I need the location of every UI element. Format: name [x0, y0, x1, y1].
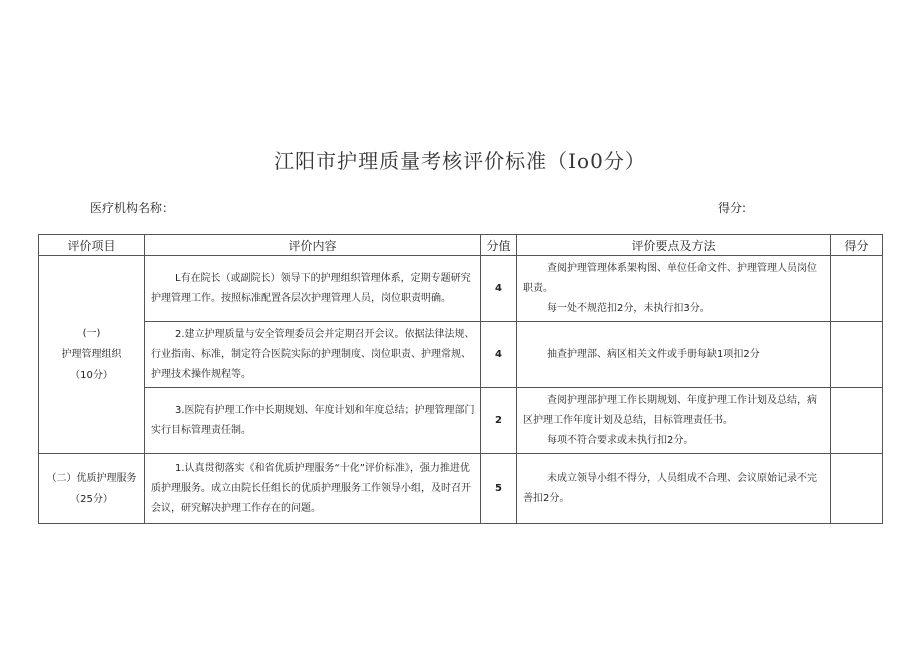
- category-name: 护理管理组织: [61, 349, 122, 360]
- score-value-cell: 4: [481, 322, 517, 388]
- category-cell: [39, 454, 145, 524]
- score-cell[interactable]: [831, 388, 883, 454]
- score-value-cell: 2: [481, 388, 517, 454]
- method-text: 查阅护理管理体系架构图、单位任命文件、护理管理人员岗位职责。: [523, 262, 817, 294]
- category-number: (一): [82, 328, 101, 339]
- score-value-cell: 5: [481, 454, 517, 524]
- content-text: 1.认真贯彻落实《和省优质护理服务“十化”评价标准》，强力推进优质护理服务。成立由院长任组长的优质护理服务工作领导小组，及时召开会议，研究解决护理工作存在的问题。: [151, 462, 471, 514]
- category-points: （10分）: [70, 370, 113, 381]
- page-title: 江阳市护理质量考核评价标准（Io0分）: [274, 149, 646, 173]
- header-score: 得分: [831, 235, 883, 256]
- table-header-row: [39, 235, 883, 256]
- method-cell: [517, 256, 831, 322]
- method-text: 每一处不规范扣2分，未执行扣3分。: [547, 302, 710, 314]
- content-text: L有在院长（或副院长）领导下的护理组织管理体系，定期专题研究护理管理工作。按照标准配置各层次护理管理人员，岗位职责明确。: [151, 272, 471, 304]
- table-row: [39, 454, 883, 524]
- score-cell[interactable]: [831, 454, 883, 524]
- score-cell[interactable]: [831, 322, 883, 388]
- header-item: 评价项目: [39, 235, 145, 256]
- content-cell: [145, 454, 481, 524]
- method-text: 未成立领导小组不得分，人员组成不合理、会议原始记录不完善扣2分。: [523, 472, 817, 504]
- header-score-value: 分值: [481, 235, 517, 256]
- method-text: 抽查护理部、病区相关文件或手册每缺1项扣2分: [547, 348, 760, 360]
- org-name-label: 医疗机构名称：: [90, 201, 175, 215]
- evaluation-table: [38, 234, 883, 524]
- content-text: 2.建立护理质量与安全管理委员会并定期召开会议。依据法律法规、行业指南、标准，制定符合医院实际的护理制度、岗位职责、护理常规、护理技术操作规程等。: [151, 328, 475, 380]
- content-text: 3.医院有护理工作中长期规划、年度计划和年度总结；护理管理部门实行目标管理责任制。: [151, 404, 475, 436]
- method-text: 查阅护理部护理工作长期规划、年度护理工作计划及总结，病区护理工作年度计划及总结，目标管理责任书。: [523, 394, 817, 426]
- score-value-cell: 4: [481, 256, 517, 322]
- category-name: （二）优质护理服务: [46, 472, 137, 484]
- content-cell: [145, 322, 481, 388]
- header-content: 评价内容: [145, 235, 481, 256]
- content-cell: [145, 388, 481, 454]
- method-cell: [517, 454, 831, 524]
- score-cell[interactable]: [831, 256, 883, 322]
- category-points: （25分）: [70, 493, 113, 505]
- method-cell: [517, 388, 831, 454]
- method-cell: [517, 322, 831, 388]
- total-score-label: 得分:: [718, 201, 747, 215]
- header-method: 评价要点及方法: [517, 235, 831, 256]
- table-row: [39, 322, 883, 388]
- method-text: 每项不符合要求或未执行扣2分。: [547, 434, 694, 446]
- category-cell: [39, 256, 145, 454]
- content-cell: [145, 256, 481, 322]
- table-row: [39, 256, 883, 322]
- table-row: [39, 388, 883, 454]
